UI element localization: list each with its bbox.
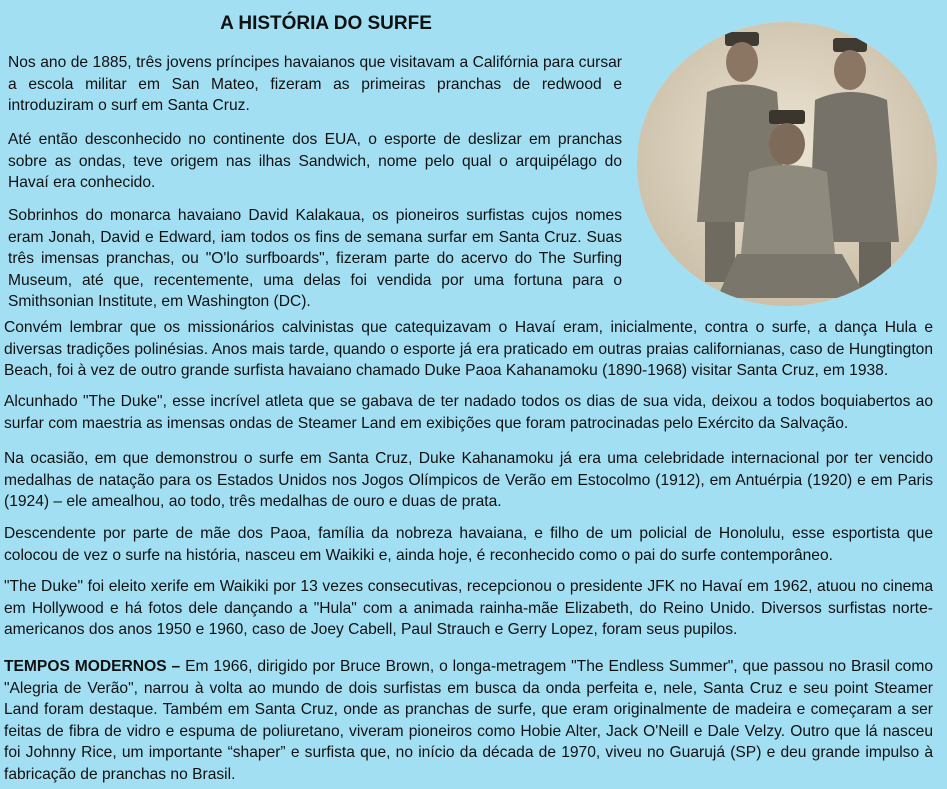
paragraph-7: Descendente por parte de mãe dos Paoa, família da nobreza havaiana, e filho de um policial de Honolulu, esse esportista que colocou de vez o surfe na história, nasceu em Waikiki e, ainda hoje, é reconhecido como o pai do surfe contemporâneo. — [4, 525, 933, 564]
paragraph-8: "The Duke" foi eleito xerife em Waikiki por 13 vezes consecutivas, recepcionou o presidente JFK no Havaí em 1962, atuou no cinema em Hollywood e há fotos dele dançando a "Hula" com a animada rainha-mãe Elizabeth, do Reino Unido. Diversos surfistas norte-americanos dos anos 1950 e 1960, caso de Joey Cabell, Paul Strauch e Gerry Lopez, foram seus pupilos. — [4, 578, 933, 639]
page-title: A HISTÓRIA DO SURFE — [220, 13, 432, 34]
paragraph-5: Alcunhado "The Duke", esse incrível atleta que se gabava de ter nadado todos os dias de sua vida, deixou a todos boquiabertos ao surfar com maestria as imensas ondas de Steamer Land em exibições que foram patrocinadas pelo Exército da Salvação. — [4, 393, 933, 432]
paragraph-1: Nos ano de 1885, três jovens príncipes havaianos que visitavam a Califórnia para cursar a escola militar em San Mateo, fizeram as primeiras pranchas de redwood e introduziram o surf em Santa Cruz. — [8, 54, 622, 115]
paragraph-6: Na ocasião, em que demonstrou o surfe em Santa Cruz, Duke Kahanamoku já era uma celebridade internacional por ter vencido medalhas de natação para os Estados Unidos nos Jogos Olímpicos de Verão em Estocolmo (1912), em Antuérpia (1920) e em Paris (1924) – ele amealhou, ao todo, três medalhas de ouro e duas de prata. — [4, 450, 933, 511]
paragraph-3: Sobrinhos do monarca havaiano David Kalakaua, os pioneiros surfistas cujos nomes eram Jonah, David e Edward, iam todos os fins de semana surfar em Santa Cruz. Suas três imensas pranchas, ou "O'lo surfboards", fizeram parte do acervo do The Surfing Museum, até que, recentemente, uma delas foi vendida por uma fortuna para o Smithsonian Institute, em Washington (DC). — [8, 207, 622, 311]
paragraph-4: Convém lembrar que os missionários calvinistas que catequizavam o Havaí eram, inicialmente, contra o surfe, a dança Hula e diversas tradições polinésias. Anos mais tarde, quando o esporte já era praticado em outras praias californianas, caso de Hungtington Beach, foi à vez de outro grande surfista havaiano chamado Duke Paoa Kahanamoku (1890-1968) visitar Santa Cruz, em 1938. — [4, 319, 933, 380]
historic-photo-icon — [637, 22, 937, 306]
paragraph-2: Até então desconhecido no continente dos EUA, o esporte de deslizar em pranchas sobre as ondas, teve origem nas ilhas Sandwich, nome pelo qual o arquipélago do Havaí era conhecido. — [8, 131, 622, 192]
paragraph-modern — [4, 656, 933, 786]
section-text: Em 1966, dirigido por Bruce Brown, o longa-metragem "The Endless Summer", que passou no Brasil como "Alegria de Verão", narrou à volta ao mundo de dois surfistas em busca da onda perfeita e, nele, Santa Cruz e seu point Steamer Land foram destaque. Também em Santa Cruz, onde as pranchas de surfe, que eram originalmente de madeira e começaram a ser feitas de fibra de vidro e espuma de poliuretano, viveram pioneiros como Hobie Alter, Jack O'Neill e Dale Velzy. Outro que lá nasceu foi Johnny Rice, um importante “shaper” e surfista que, no início da década de 1970, viveu no Guarujá (SP) e deu grande impulso à fabricação de pranchas no Brasil. — [4, 658, 933, 783]
section-lead: TEMPOS MODERNOS – — [4, 658, 181, 675]
